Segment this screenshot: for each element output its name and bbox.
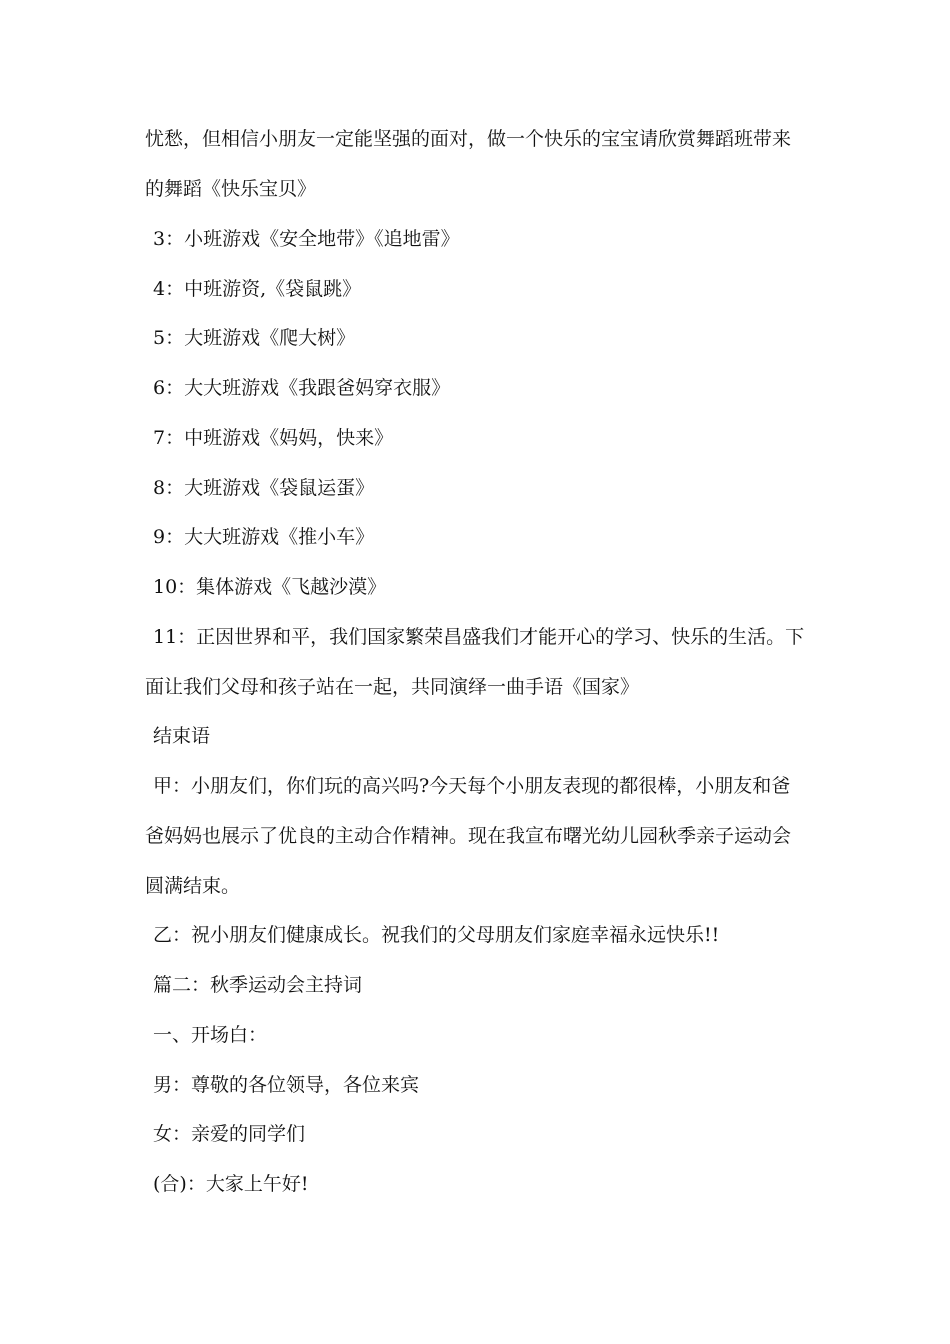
text-line: 爸妈妈也展示了优良的主动合作精神。现在我宣布曙光幼儿园秋季亲子运动会 (145, 825, 792, 847)
list-item: 6：大大班游戏《我跟爸妈穿衣服》 (153, 377, 451, 399)
text-line: 的舞蹈《快乐宝贝》 (145, 178, 317, 200)
section-heading: 结束语 (153, 725, 211, 747)
text-line: 圆满结束。 (145, 875, 241, 897)
paragraph-line: (合)：大家上午好! (153, 1173, 309, 1195)
paragraph-line: 乙：祝小朋友们健康成长。祝我们的父母朋友们家庭幸福永远快乐!! (153, 924, 720, 946)
list-item: 5：大班游戏《爬大树》 (153, 327, 356, 349)
list-item: 4：中班游资,《袋鼠跳》 (153, 278, 362, 300)
text-line: 忧愁，但相信小朋友一定能坚强的面对，做一个快乐的宝宝请欣赏舞蹈班带来 (145, 128, 792, 150)
list-item: 3：小班游戏《安全地带》《追地雷》 (153, 228, 460, 250)
list-item: 11：正因世界和平，我们国家繁荣昌盛我们才能开心的学习、快乐的生活。下 (153, 626, 805, 648)
text-line: 面让我们父母和孩子站在一起，共同演绎一曲手语《国家》 (145, 676, 640, 698)
subheading: 一、开场白： (153, 1024, 268, 1046)
paragraph-line: 女：亲爱的同学们 (153, 1123, 306, 1145)
paragraph-line: 男：尊敬的各位领导，各位来宾 (153, 1074, 420, 1096)
list-item: 10：集体游戏《飞越沙漠》 (153, 576, 387, 598)
paragraph-line: 甲：小朋友们，你们玩的高兴吗?今天每个小朋友表现的都很棒，小朋友和爸 (153, 775, 791, 797)
section-heading: 篇二：秋季运动会主持词 (153, 974, 363, 996)
list-item: 7：中班游戏《妈妈，快来》 (153, 427, 394, 449)
list-item: 8：大班游戏《袋鼠运蛋》 (153, 477, 375, 499)
list-item: 9：大大班游戏《推小车》 (153, 526, 375, 548)
